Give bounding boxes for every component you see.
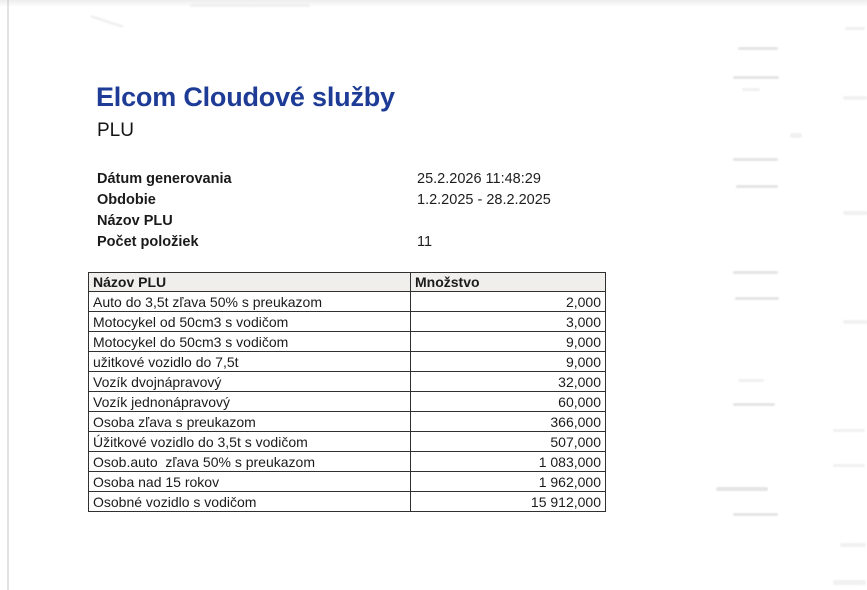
table-row: [89, 372, 606, 392]
metadata-row: [97, 168, 577, 189]
quantity-cell: 2,000: [411, 292, 606, 312]
plu-name-cell: Osoba nad 15 rokov: [89, 472, 411, 492]
table-row: [89, 472, 606, 492]
quantity-cell: 1 962,000: [411, 472, 606, 492]
table-row: [89, 432, 606, 452]
plu-name-cell: Motocykel od 50cm3 s vodičom: [89, 312, 411, 332]
table-row: [89, 492, 606, 512]
metadata-row: [97, 189, 577, 210]
metadata-value: 11: [417, 233, 433, 250]
quantity-cell: 9,000: [411, 352, 606, 372]
table-body: [89, 292, 606, 512]
metadata-block: [97, 168, 577, 252]
table-header-row: [89, 273, 606, 292]
table-row: [89, 292, 606, 312]
plu-table: [88, 272, 606, 512]
column-header-mnozstvo: Množstvo: [411, 273, 606, 292]
table-row: [89, 332, 606, 352]
quantity-cell: 32,000: [411, 372, 606, 392]
metadata-value: 1.2.2025 - 28.2.2025: [417, 191, 551, 208]
quantity-cell: 366,000: [411, 412, 606, 432]
plu-name-cell: Vozík jednonápravový: [89, 392, 411, 412]
page-edge-line: [7, 0, 9, 590]
metadata-label: Obdobie: [97, 191, 156, 208]
column-header-nazov-plu: Názov PLU: [89, 273, 411, 292]
plu-name-cell: užitkové vozidlo do 7,5t: [89, 352, 411, 372]
report-title: Elcom Cloudové služby: [96, 82, 395, 112]
table-row: [89, 412, 606, 432]
table-row: [89, 352, 606, 372]
plu-name-cell: Vozík dvojnápravový: [89, 372, 411, 392]
plu-name-cell: Osoba zľava s preukazom: [89, 412, 411, 432]
plu-name-cell: Osobné vozidlo s vodičom: [89, 492, 411, 512]
metadata-row: [97, 210, 577, 231]
scan-top-shadow: [0, 0, 867, 7]
table-row: [89, 392, 606, 412]
metadata-value: 25.2.2026 11:48:29: [417, 170, 541, 187]
quantity-cell: 3,000: [411, 312, 606, 332]
metadata-label: Názov PLU: [97, 212, 173, 229]
report-subtitle: PLU: [97, 120, 134, 141]
metadata-label: Počet položiek: [97, 233, 199, 250]
quantity-cell: 9,000: [411, 332, 606, 352]
metadata-label: Dátum generovania: [97, 170, 232, 187]
quantity-cell: 507,000: [411, 432, 606, 452]
quantity-cell: 15 912,000: [411, 492, 606, 512]
plu-name-cell: Motocykel do 50cm3 s vodičom: [89, 332, 411, 352]
metadata-row: [97, 231, 577, 252]
quantity-cell: 1 083,000: [411, 452, 606, 472]
quantity-cell: 60,000: [411, 392, 606, 412]
table-row: [89, 312, 606, 332]
table-row: [89, 452, 606, 472]
plu-name-cell: Auto do 3,5t zľava 50% s preukazom: [89, 292, 411, 312]
plu-name-cell: Úžitkové vozidlo do 3,5t s vodičom: [89, 432, 411, 452]
plu-name-cell: Osob.auto zľava 50% s preukazom: [89, 452, 411, 472]
